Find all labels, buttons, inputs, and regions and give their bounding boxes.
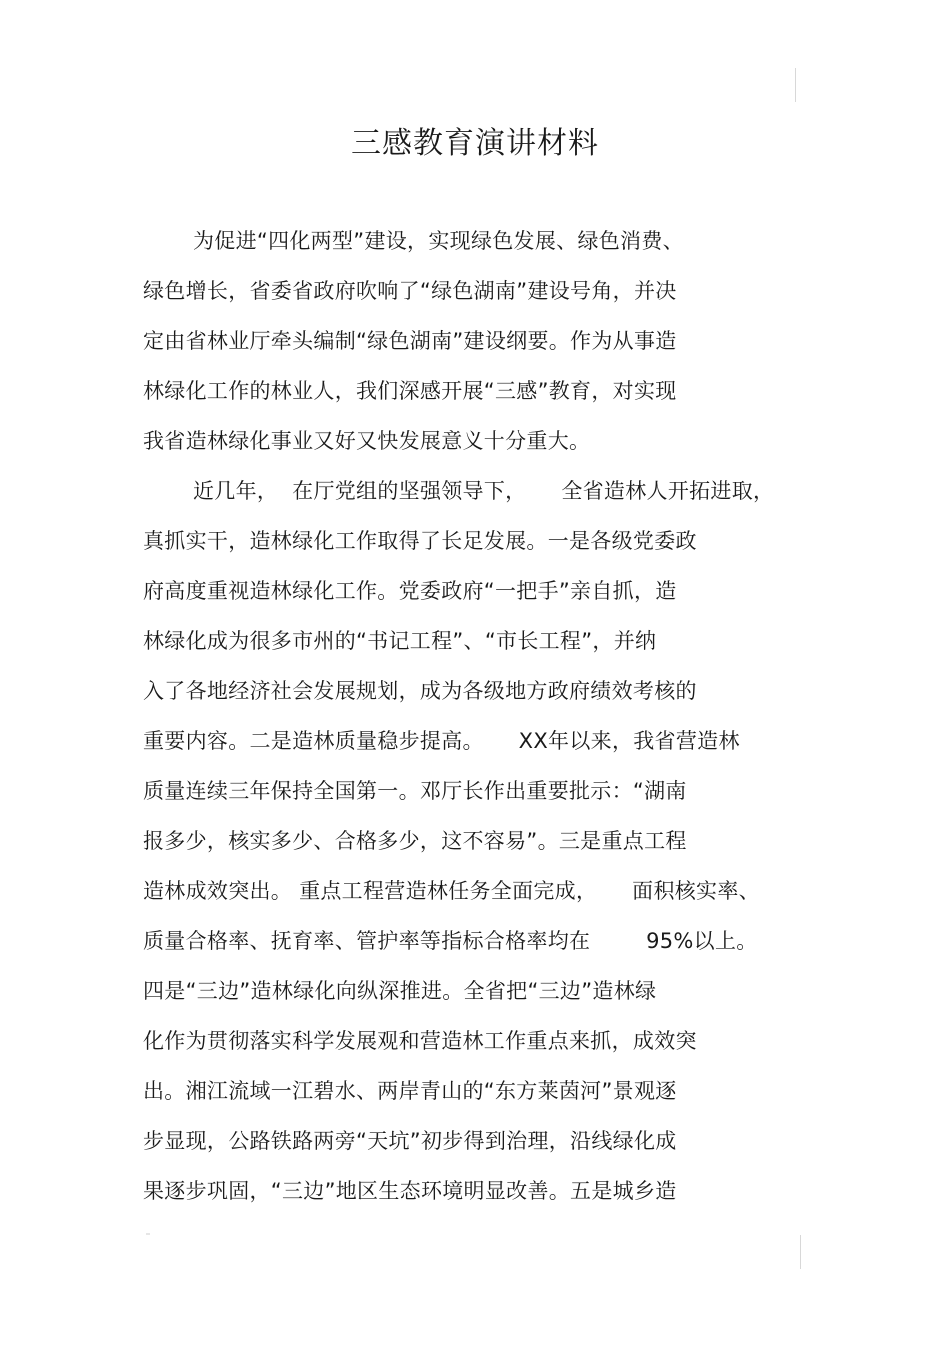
body-text-line: 我省造林绿化事业又好又快发展意义十分重大。 — [143, 429, 591, 453]
page-corner-mark — [800, 1235, 801, 1269]
body-text-line: 入了各地经济社会发展规划，成为各级地方政府绩效考核的 — [143, 679, 697, 703]
body-text-line: 报多少，核实多少、合格多少，这不容易”。三是重点工程 — [143, 829, 687, 853]
body-text-line: 为促进“四化两型”建设，实现绿色发展、绿色消费、 — [193, 229, 684, 253]
body-text-line: 化作为贯彻落实科学发展观和营造林工作重点来抓，成效突 — [143, 1029, 697, 1053]
body-text-line: 步显现，公路铁路两旁“天坑”初步得到治理，沿线绿化成 — [143, 1129, 677, 1153]
document-title: 三感教育演讲材料 — [351, 126, 599, 161]
body-text-line: 四是“三边”造林绿化向纵深推进。全省把“三边”造林绿 — [143, 979, 657, 1003]
body-text-line: 重要内容。二是造林质量稳步提高。 XX年以来，我省营造林 — [143, 729, 740, 753]
body-text-line: 造林成效突出。 重点工程营造林任务全面完成， 面积核实率、 — [143, 879, 760, 903]
body-text-line: 出。湘江流域一江碧水、两岸青山的“东方莱茵河”景观逐 — [143, 1079, 677, 1103]
body-text-line: 林绿化工作的林业人，我们深感开展“三感”教育，对实现 — [143, 379, 677, 403]
body-text-line: 真抓实干，造林绿化工作取得了长足发展。一是各级党委政 — [143, 529, 697, 553]
body-text-line: 林绿化成为很多市州的“书记工程”、“市长工程”，并纳 — [143, 629, 657, 653]
page-corner-mark — [795, 68, 796, 102]
body-text-line: 质量合格率、抚育率、管护率等指标合格率均在 95%以上。 — [143, 929, 758, 953]
body-text-line: 定由省林业厅牵头编制“绿色湖南”建设纲要。作为从事造 — [143, 329, 677, 353]
body-text-line: 府高度重视造林绿化工作。党委政府“一把手”亲自抓，造 — [143, 579, 677, 603]
body-text-line: 质量连续三年保持全国第一。邓厅长作出重要批示：“湖南 — [143, 779, 687, 803]
body-text-line: 近几年， 在厅党组的坚强领导下， 全省造林人开拓进取， — [193, 479, 775, 503]
body-text-line: 绿色增长，省委省政府吹响了“绿色湖南”建设号角，并决 — [143, 279, 677, 303]
page-corner-mark — [146, 1233, 150, 1235]
body-text-line: 果逐步巩固，“三边”地区生态环境明显改善。五是城乡造 — [143, 1179, 677, 1203]
